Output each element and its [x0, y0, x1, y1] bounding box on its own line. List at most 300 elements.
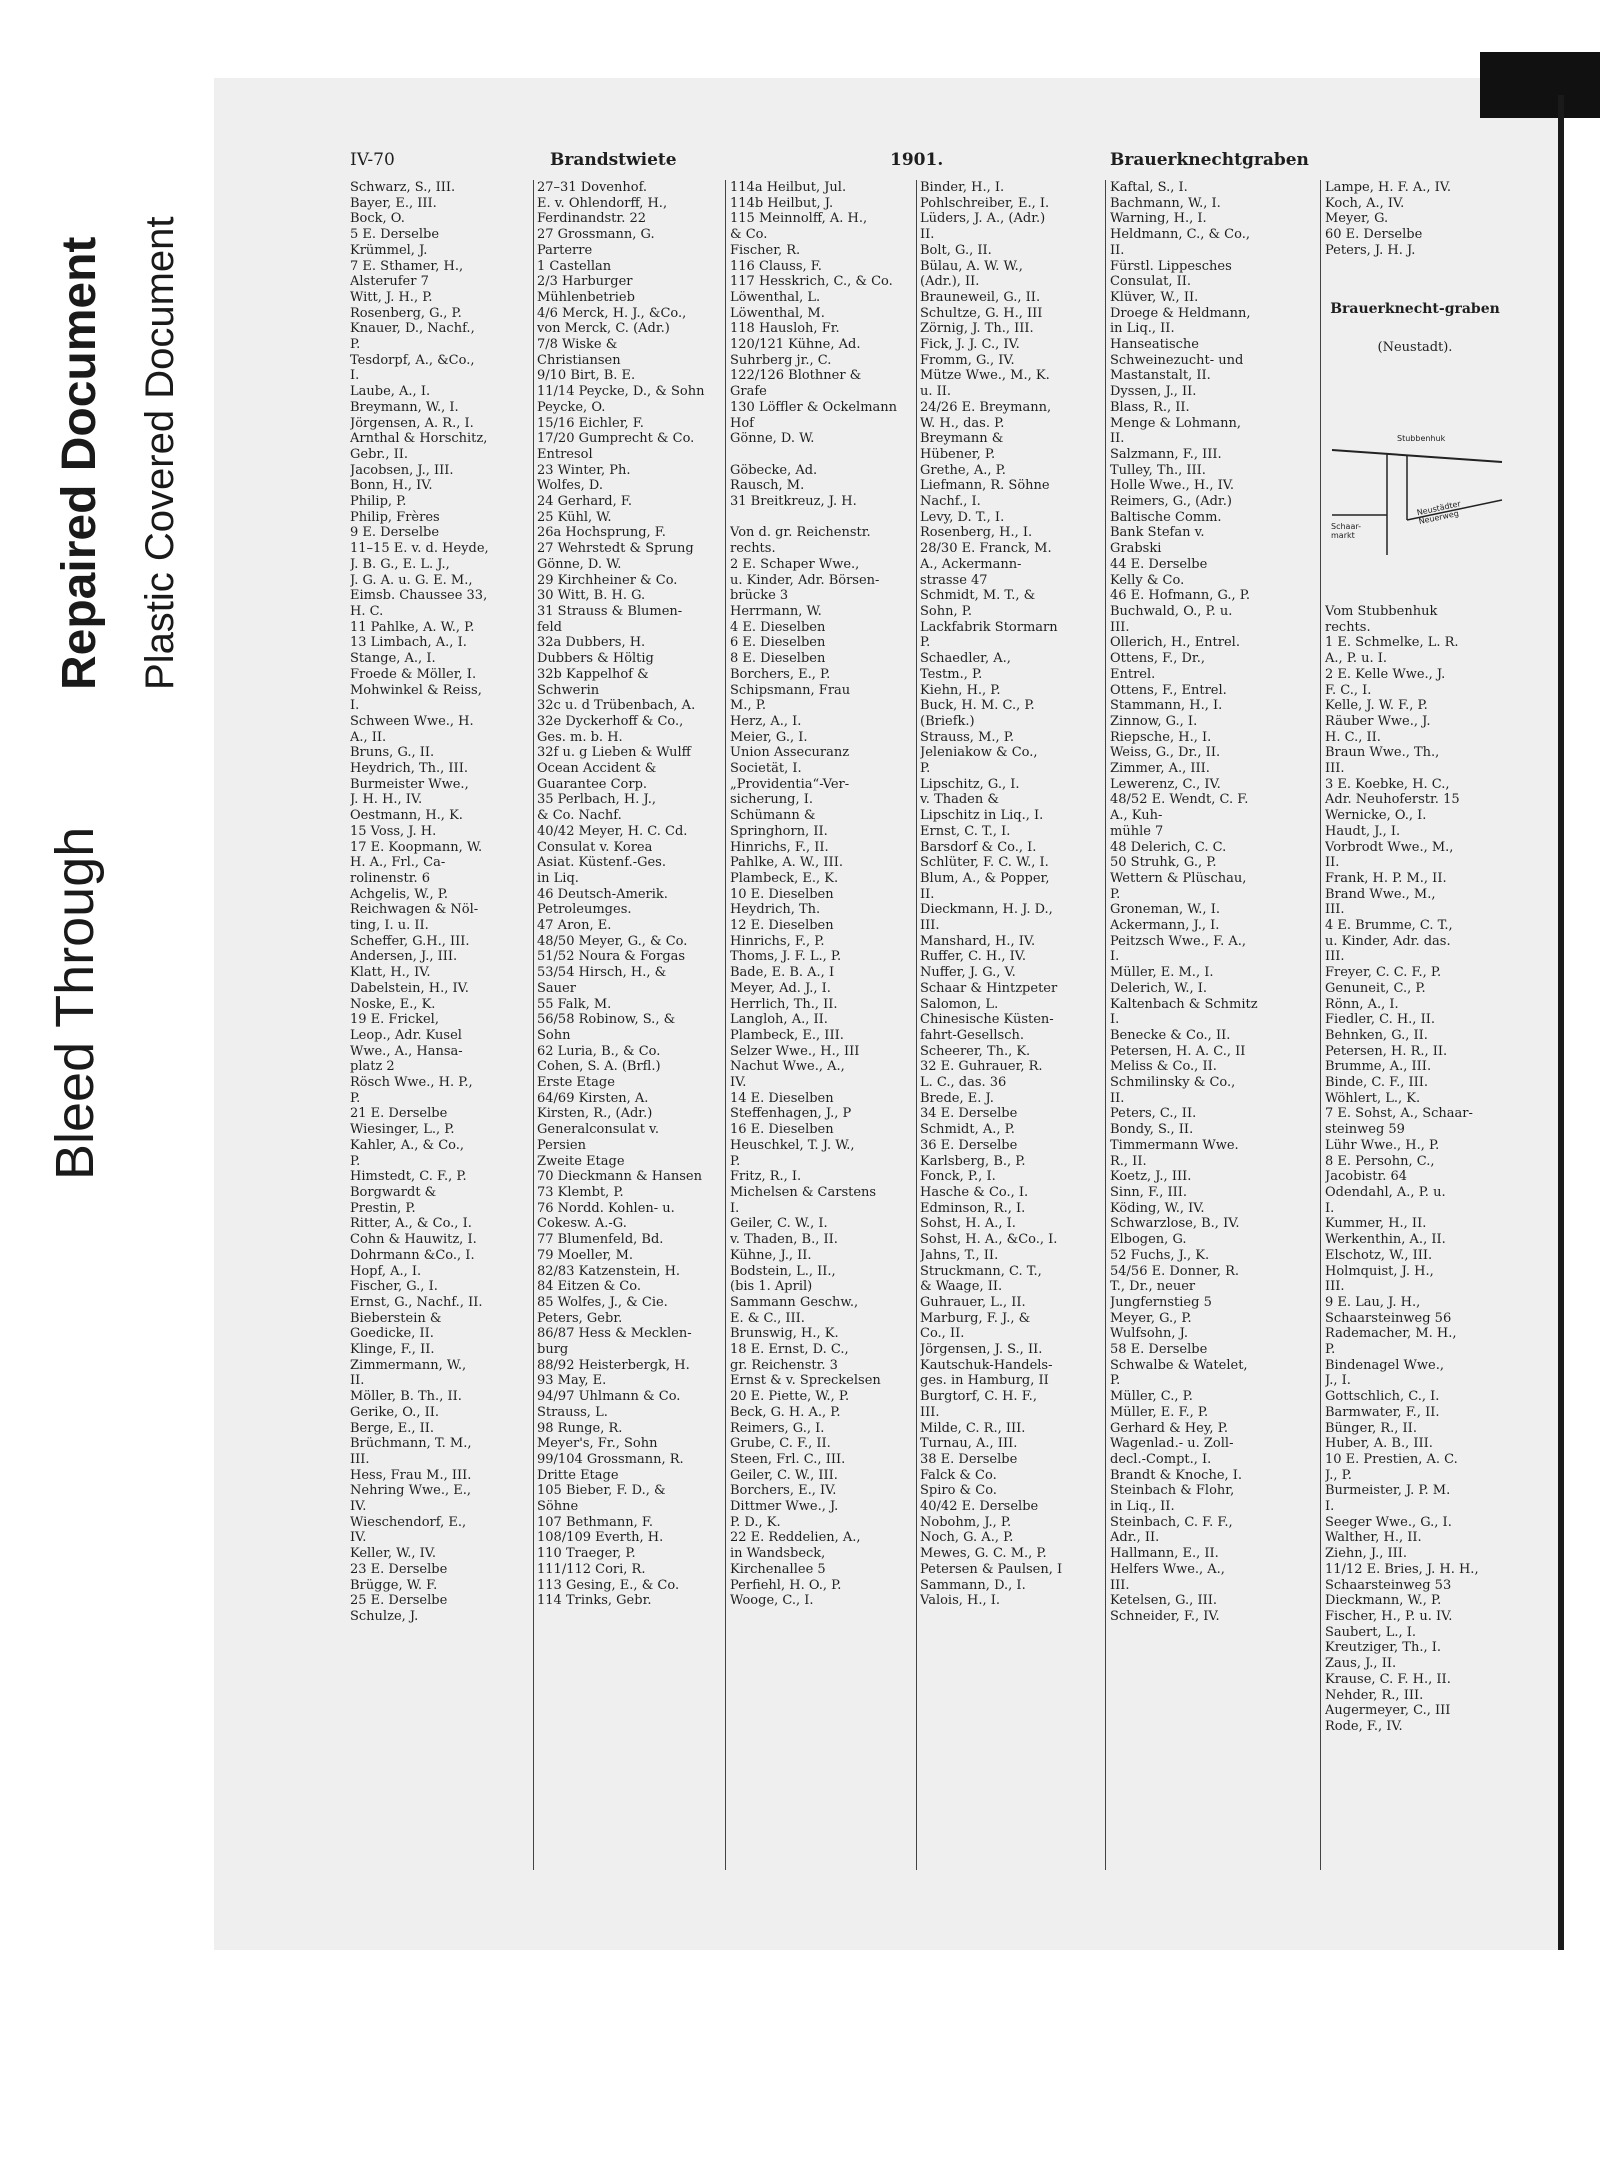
- directory-entry: Nehring Wwe., E.,: [350, 1483, 471, 1499]
- directory-entry: 15 Voss, J. H.: [350, 823, 437, 839]
- plastic-covered-label: Plastic Covered Document: [138, 216, 182, 690]
- directory-entry: Rausch, M.: [730, 478, 805, 494]
- column-rule: [725, 180, 726, 1870]
- directory-entry: 23 E. Derselbe: [350, 1561, 448, 1577]
- directory-entry: Jörgensen, J. S., II.: [920, 1342, 1043, 1358]
- directory-entry: Rosenberg, G., P.: [350, 305, 462, 321]
- directory-entry: Zimmer, A., III.: [1110, 761, 1210, 777]
- scan-edge-bar: [1480, 52, 1600, 118]
- directory-entry: 36 E. Derselbe: [920, 1137, 1018, 1153]
- directory-entry: Vom Stubbenhuk: [1325, 603, 1438, 619]
- directory-entry: 12 E. Dieselben: [730, 918, 834, 934]
- right-street-heading: Brauerknechtgraben: [1110, 150, 1309, 170]
- directory-entry: 13 Limbach, A., I.: [350, 635, 467, 651]
- directory-entry: Brandt & Knoche, I.: [1110, 1467, 1243, 1483]
- directory-entry: Herrlich, Th., II.: [730, 996, 838, 1012]
- directory-entry: Wulfsohn, J.: [1110, 1326, 1189, 1342]
- directory-entry: Beck, G. H. A., P.: [730, 1404, 841, 1420]
- directory-entry: Selzer Wwe., H., III: [730, 1043, 860, 1059]
- directory-entry: Cohen, S. A. (Brfl.): [537, 1059, 661, 1075]
- directory-entry: Noch, G. A., P.: [920, 1530, 1014, 1546]
- directory-entry: IV.: [350, 1530, 367, 1546]
- directory-entry: P.: [1110, 1373, 1121, 1389]
- directory-entry: Zinnow, G., I.: [1110, 713, 1198, 729]
- directory-entry: ting, I. u. II.: [350, 918, 429, 934]
- directory-entry: Alsterufer 7: [350, 274, 429, 290]
- directory-entry: Levy, D. T., I.: [920, 509, 1005, 525]
- directory-entry: A., II.: [350, 729, 387, 745]
- directory-entry: Lampe, H. F. A., IV.: [1325, 180, 1452, 195]
- directory-entry: Blum, A., & Popper,: [920, 870, 1050, 886]
- directory-entry: 84 Eitzen & Co.: [537, 1279, 641, 1295]
- directory-entry: Kelle, J. W. F., P.: [1325, 698, 1428, 714]
- directory-entry: [1325, 400, 1515, 416]
- directory-entry: Pahlke, A. W., III.: [730, 855, 843, 871]
- directory-entry: II.: [1325, 855, 1340, 871]
- directory-entry: Fromm, G., IV.: [920, 352, 1015, 368]
- directory-entry: 10 E. Prestien, A. C.: [1325, 1451, 1458, 1467]
- directory-entry: F. C., I.: [1325, 682, 1372, 698]
- directory-column-4: [920, 180, 1110, 1609]
- directory-entry: Lüders, J. A., (Adr.): [920, 211, 1046, 227]
- directory-entry: Plambeck, E., K.: [730, 870, 839, 886]
- directory-entry: Keller, W., IV.: [350, 1546, 436, 1562]
- directory-entry: Ziehn, J., III.: [1325, 1546, 1408, 1562]
- directory-entry: 1 Castellan: [537, 258, 612, 274]
- directory-entry: 50 Struhk, G., P.: [1110, 855, 1217, 871]
- directory-entry: Peycke, O.: [537, 399, 606, 415]
- directory-entry: v. Thaden, B., II.: [730, 1232, 838, 1248]
- directory-entry: Burmeister Wwe.,: [350, 776, 469, 792]
- directory-entry: rechts.: [1325, 619, 1371, 635]
- directory-entry: Christiansen: [537, 352, 621, 368]
- directory-entry: Dohrmann &Co., I.: [350, 1247, 475, 1263]
- directory-entry: 111/112 Cori, R.: [537, 1561, 646, 1577]
- directory-entry: Leop., Adr. Kusel: [350, 1027, 462, 1043]
- directory-entry: Goedicke, II.: [350, 1326, 434, 1342]
- directory-entry: Societät, I.: [730, 761, 802, 777]
- directory-entry: 11/14 Peycke, D., & Sohn: [537, 384, 705, 400]
- directory-entry: 114 Trinks, Gebr.: [537, 1593, 652, 1609]
- directory-entry: 32b Kappelhof &: [537, 666, 649, 682]
- directory-entry: Kelly & Co.: [1110, 572, 1185, 588]
- directory-entry: Behnken, G., II.: [1325, 1027, 1428, 1043]
- directory-entry: brücke 3: [730, 588, 789, 604]
- directory-entry: Grafe: [730, 384, 767, 400]
- directory-entry: P.: [920, 635, 931, 651]
- directory-entry: 86/87 Hess & Mecklen-: [537, 1326, 692, 1342]
- directory-entry: 52 Fuchs, J., K.: [1110, 1247, 1210, 1263]
- directory-entry: Räuber Wwe., J.: [1325, 713, 1431, 729]
- directory-entry: burg: [537, 1342, 569, 1358]
- directory-entry: Witt, J. H., P.: [350, 289, 433, 305]
- directory-entry: Turnau, A., III.: [920, 1436, 1018, 1452]
- directory-entry: Brede, E. J.: [920, 1090, 994, 1106]
- directory-entry: Plambeck, E., III.: [730, 1027, 844, 1043]
- directory-entry: III.: [920, 1404, 940, 1420]
- directory-entry: Borchers, E., IV.: [730, 1483, 837, 1499]
- directory-entry: Ackermann, J., I.: [1110, 918, 1220, 934]
- directory-entry: Seeger Wwe., G., I.: [1325, 1514, 1452, 1530]
- directory-entry: Ottens, F., Dr.,: [1110, 651, 1205, 667]
- directory-entry: Bade, E. B. A., I: [730, 965, 835, 981]
- directory-entry: Schweinezucht- und: [1110, 352, 1244, 368]
- directory-entry: (Briefk.): [920, 713, 975, 729]
- year-heading: 1901.: [890, 150, 944, 170]
- directory-entry: Schmidt, A., P.: [920, 1122, 1015, 1138]
- directory-entry: Steinbach & Flohr,: [1110, 1483, 1235, 1499]
- directory-entry: Kaltenbach & Schmitz: [1110, 996, 1258, 1012]
- directory-entry: 7/8 Wiske &: [537, 337, 618, 353]
- directory-entry: Weiss, G., Dr., II.: [1110, 745, 1221, 761]
- street-map: [1327, 430, 1507, 560]
- directory-entry: Jungfernstieg 5: [1110, 1294, 1212, 1310]
- directory-entry: Peitzsch Wwe., F. A.,: [1110, 933, 1247, 949]
- directory-entry: Kahler, A., & Co.,: [350, 1137, 465, 1153]
- directory-entry: 85 Wolfes, J., & Cie.: [537, 1294, 668, 1310]
- directory-entry: Burgtorf, C. H. F.,: [920, 1389, 1037, 1405]
- directory-entry: Guhrauer, L., II.: [920, 1294, 1026, 1310]
- directory-entry: Barmwater, F., II.: [1325, 1404, 1440, 1420]
- directory-entry: Von d. gr. Reichenstr.: [730, 525, 871, 541]
- directory-entry: E. v. Ohlendorff, H.,: [537, 195, 668, 211]
- directory-entry: Wwe., A., Hansa-: [350, 1043, 463, 1059]
- directory-entry: 9 E. Derselbe: [350, 525, 440, 541]
- directory-entry: Fritz, R., I.: [730, 1169, 802, 1185]
- directory-entry: Bodstein, L., II.,: [730, 1263, 836, 1279]
- directory-entry: Suhrberg jr., C.: [730, 352, 832, 368]
- directory-entry: Kirchenallee 5: [730, 1561, 826, 1577]
- directory-entry: Fiedler, C. H., II.: [1325, 1012, 1435, 1028]
- directory-entry: Peters, C., II.: [1110, 1106, 1197, 1122]
- directory-entry: P.: [920, 761, 931, 777]
- directory-entry: Elbogen, G.: [1110, 1232, 1187, 1248]
- directory-entry: Bruns, G., II.: [350, 745, 435, 761]
- directory-entry: 94/97 Uhlmann & Co.: [537, 1389, 681, 1405]
- directory-entry: v. Thaden &: [920, 792, 999, 808]
- directory-entry: 60 E. Derselbe: [1325, 227, 1423, 243]
- directory-entry: Warning, H., I.: [1110, 211, 1207, 227]
- directory-entry: Ernst, G., Nachf., II.: [350, 1294, 483, 1310]
- directory-entry: gr. Reichenstr. 3: [730, 1357, 838, 1373]
- repaired-document-label: Repaired Document: [53, 236, 106, 690]
- directory-entry: Hanseatische: [1110, 337, 1199, 353]
- directory-entry: [1325, 321, 1515, 337]
- directory-entry: Edminson, R., I.: [920, 1200, 1026, 1216]
- directory-entry: [1325, 353, 1515, 369]
- directory-entry: 40/42 E. Derselbe: [920, 1499, 1039, 1515]
- directory-entry: 7 E. Sthamer, H.,: [350, 258, 464, 274]
- directory-entry: 8 E. Persohn, C.,: [1325, 1153, 1435, 1169]
- directory-entry: 70 Dieckmann & Hansen: [537, 1169, 702, 1185]
- directory-entry: Strauss, L.: [537, 1404, 608, 1420]
- directory-entry: 82/83 Katzenstein, H.: [537, 1263, 681, 1279]
- directory-entry: Timmermann Wwe.: [1110, 1137, 1239, 1153]
- map-label-schaarmarkt: Schaar-markt: [1331, 522, 1362, 540]
- directory-entry: (bis 1. April): [730, 1279, 813, 1295]
- directory-entry: I.: [1110, 949, 1120, 965]
- directory-entry: I.: [350, 368, 360, 384]
- directory-entry: Schwarz, S., III.: [350, 180, 456, 195]
- directory-entry: Laube, A., I.: [350, 384, 431, 400]
- directory-entry: Buck, H. M. C., P.: [920, 698, 1035, 714]
- directory-entry: Fick, J. J. C., IV.: [920, 337, 1020, 353]
- directory-entry: 22 E. Reddelien, A.,: [730, 1530, 861, 1546]
- column-rule: [1320, 180, 1321, 1870]
- directory-entry: 73 Klembt, P.: [537, 1185, 624, 1200]
- directory-entry: Odendahl, A., P. u.: [1325, 1185, 1446, 1200]
- directory-entry: & Waage, II.: [920, 1279, 1003, 1295]
- directory-entry: Kirsten, R., (Adr.): [537, 1106, 653, 1122]
- directory-entry: Bindenagel Wwe.,: [1325, 1357, 1444, 1373]
- directory-entry: 15/16 Eichler, F.: [537, 415, 644, 431]
- directory-entry: Klatt, H., IV.: [350, 965, 431, 981]
- directory-entry: 29 Kirchheiner & Co.: [537, 572, 678, 588]
- directory-entry: & Co.: [730, 227, 768, 243]
- directory-entry: [1325, 368, 1515, 384]
- directory-entry: 76 Nordd. Kohlen- u.: [537, 1200, 675, 1216]
- directory-entry: Petersen, H. A. C., II: [1110, 1043, 1246, 1059]
- directory-entry: 48 Delerich, C. C.: [1110, 839, 1227, 855]
- directory-entry: Schipsmann, Frau: [730, 682, 851, 698]
- directory-entry: M., P.: [730, 698, 766, 714]
- directory-entry: J., P.: [1325, 1467, 1352, 1483]
- directory-entry: „Providentia“-Ver-: [730, 776, 850, 792]
- directory-entry: Ernst & v. Spreckelsen: [730, 1373, 881, 1389]
- directory-entry: Dieckmann, W., P.: [1325, 1593, 1442, 1609]
- directory-entry: Reimers, G., (Adr.): [1110, 494, 1232, 510]
- directory-entry: Meyer, G., P.: [1110, 1310, 1192, 1326]
- directory-entry: 110 Traeger, P.: [537, 1546, 636, 1562]
- directory-entry: 32f u. g Lieben & Wulff: [537, 745, 691, 761]
- directory-entry: 16 E. Dieselben: [730, 1122, 834, 1138]
- directory-entry: Petersen, H. R., II.: [1325, 1043, 1448, 1059]
- directory-entry: III.: [1110, 619, 1130, 635]
- directory-entry: Kiehn, H., P.: [920, 682, 1001, 698]
- directory-entry: 116 Clauss, F.: [730, 258, 822, 274]
- directory-entry: fahrt-Gesellsch.: [920, 1027, 1024, 1043]
- directory-entry: Andersen, J., III.: [350, 949, 458, 965]
- directory-entry: Mewes, G. C. M., P.: [920, 1546, 1047, 1562]
- directory-column-6: [1325, 180, 1515, 1735]
- directory-entry: 46 E. Hofmann, G., P.: [1110, 588, 1251, 604]
- directory-entry: Möller, B. Th., II.: [350, 1389, 462, 1405]
- map-label-stubbenhuk: Stubbenhuk: [1397, 434, 1446, 443]
- directory-entry: Peters, Gebr.: [537, 1310, 623, 1326]
- directory-entry: Augermeyer, C., III: [1325, 1703, 1451, 1719]
- directory-entry: 122/126 Blothner &: [730, 368, 862, 384]
- directory-entry: Spiro & Co.: [920, 1483, 997, 1499]
- directory-entry: 6 E. Dieselben: [730, 635, 826, 651]
- directory-entry: Geiler, C. W., III.: [730, 1467, 838, 1483]
- directory-entry: Hinrichs, F., II.: [730, 839, 829, 855]
- directory-entry: Borgwardt &: [350, 1185, 437, 1200]
- column-rule: [1105, 180, 1106, 1870]
- directory-entry: Schulze, J.: [350, 1608, 419, 1624]
- directory-entry: decl.-Compt., I.: [1110, 1451, 1212, 1467]
- directory-entry: 98 Runge, R.: [537, 1420, 623, 1436]
- directory-entry: Lackfabrik Stormarn: [920, 619, 1058, 635]
- directory-entry: 118 Hausloh, Fr.: [730, 321, 840, 337]
- directory-entry: Lipschitz, G., I.: [920, 776, 1020, 792]
- directory-entry: 35 Perlbach, H. J.,: [537, 792, 656, 808]
- directory-entry: Dritte Etage: [537, 1467, 619, 1483]
- directory-entry: 130 Löffler & Ockelmann: [730, 399, 898, 415]
- directory-entry: Sammann Geschw.,: [730, 1294, 859, 1310]
- directory-entry: Oestmann, H., K.: [350, 808, 463, 824]
- directory-entry: Bank Stefan v.: [1110, 525, 1205, 541]
- directory-entry: Lewerenz, C., IV.: [1110, 776, 1221, 792]
- directory-entry: Dyssen, J., II.: [1110, 384, 1197, 400]
- directory-entry: Delerich, W., I.: [1110, 980, 1208, 996]
- directory-entry: [1325, 416, 1515, 432]
- directory-entry: Gebr., II.: [350, 446, 408, 462]
- directory-entry: Menge & Lohmann,: [1110, 415, 1242, 431]
- directory-entry: Freyer, C. C. F., P.: [1325, 965, 1442, 981]
- directory-entry: Vorbrodt Wwe., M.,: [1325, 839, 1454, 855]
- directory-entry: Heldmann, C., & Co.,: [1110, 227, 1250, 243]
- directory-entry: Generalconsulat v.: [537, 1122, 659, 1138]
- directory-entry: Geiler, C. W., I.: [730, 1216, 828, 1232]
- directory-entry: 7 E. Sohst, A., Schaar-: [1325, 1106, 1473, 1122]
- directory-entry: 115 Meinnolff, A. H.,: [730, 211, 868, 227]
- directory-entry: Meyer's, Fr., Sohn: [537, 1436, 658, 1452]
- directory-entry: Bieberstein &: [350, 1310, 442, 1326]
- directory-entry: A., Kuh-: [1110, 808, 1163, 824]
- directory-entry: 120/121 Kühne, Ad.: [730, 337, 861, 353]
- directory-entry: Adr., II.: [1110, 1530, 1160, 1546]
- directory-entry: II.: [920, 886, 935, 902]
- directory-entry: Schaar & Hintzpeter: [920, 980, 1058, 996]
- directory-entry: III.: [350, 1451, 370, 1467]
- directory-entry: Himstedt, C. F., P.: [350, 1169, 467, 1185]
- directory-entry: Wettern & Plüschau,: [1110, 870, 1247, 886]
- directory-entry: Froede & Möller, I.: [350, 666, 477, 682]
- directory-entry: sicherung, I.: [730, 792, 813, 808]
- directory-entry: Wernicke, O., I.: [1325, 808, 1427, 824]
- directory-entry: Chinesische Küsten-: [920, 1012, 1054, 1028]
- directory-entry: Brumme, A., III.: [1325, 1059, 1432, 1075]
- directory-entry: Huber, A. B., III.: [1325, 1436, 1433, 1452]
- directory-entry: Köding, W., IV.: [1110, 1200, 1205, 1216]
- directory-entry: 79 Moeller, M.: [537, 1247, 634, 1263]
- directory-entry: Lühr Wwe., H., P.: [1325, 1137, 1440, 1153]
- directory-entry: Brüchmann, T. M.,: [350, 1436, 472, 1452]
- directory-entry: [1325, 573, 1515, 589]
- directory-entry: Frank, H. P. M., II.: [1325, 870, 1447, 886]
- directory-entry: Schneider, F., IV.: [1110, 1608, 1220, 1624]
- directory-entry: 11 Pahlke, A. W., P.: [350, 619, 475, 635]
- directory-entry: 38 E. Derselbe: [920, 1451, 1018, 1467]
- directory-entry: Bonn, H., IV.: [350, 478, 433, 494]
- directory-entry: Hess, Frau M., III.: [350, 1467, 472, 1483]
- directory-entry: 48/50 Meyer, G., & Co.: [537, 933, 688, 949]
- directory-entry: 47 Aron, E.: [537, 918, 612, 934]
- directory-entry: P.: [350, 337, 361, 353]
- directory-entry: Holle Wwe., H., IV.: [1110, 478, 1235, 494]
- directory-entry: Jahns, T., II.: [920, 1247, 999, 1263]
- directory-entry: Kaftal, S., I.: [1110, 180, 1188, 195]
- directory-entry: II.: [1110, 1090, 1125, 1106]
- directory-entry: Binde, C. F., III.: [1325, 1075, 1429, 1091]
- directory-entry: Langloh, A., II.: [730, 1012, 828, 1028]
- directory-entry: Kühne, J., II.: [730, 1247, 812, 1263]
- page-header: [350, 150, 1350, 176]
- directory-entry: Nuffer, J. G., V.: [920, 965, 1016, 981]
- directory-entry: 54/56 E. Donner, R.: [1110, 1263, 1240, 1279]
- directory-entry: 4 E. Dieselben: [730, 619, 826, 635]
- directory-entry: Cokesw. A.-G.: [537, 1216, 627, 1232]
- directory-entry: Ges. m. b. H.: [537, 729, 623, 745]
- directory-entry: 11/12 E. Bries, J. H. H.,: [1325, 1561, 1479, 1577]
- directory-entry: Walther, H., II.: [1325, 1530, 1422, 1546]
- directory-entry: Schwarzlose, B., IV.: [1110, 1216, 1240, 1232]
- directory-entry: III.: [920, 918, 940, 934]
- directory-entry: Riepsche, H., I.: [1110, 729, 1212, 745]
- map-title: Brauerknecht-graben: [1330, 301, 1500, 317]
- directory-entry: Cohn & Hauwitz, I.: [350, 1232, 477, 1248]
- directory-entry: Rönn, A., I.: [1325, 996, 1399, 1012]
- directory-entry: 4 E. Brumme, C. T.,: [1325, 918, 1453, 934]
- directory-entry: Werkenthin, A., II.: [1325, 1232, 1446, 1248]
- left-street-heading: Brandstwiete: [550, 150, 677, 170]
- directory-entry: H. C., II.: [1325, 729, 1381, 745]
- directory-entry: Löwenthal, L.: [730, 289, 821, 305]
- directory-entry: Braun Wwe., Th.,: [1325, 745, 1440, 761]
- directory-entry: Grethe, A., P.: [920, 462, 1006, 478]
- directory-entry: I.: [1325, 1200, 1335, 1216]
- directory-entry: Herz, A., I.: [730, 713, 802, 729]
- directory-entry: [1325, 588, 1515, 604]
- directory-entry: Scheerer, Th., K.: [920, 1043, 1031, 1059]
- directory-entry: L. C., das. 36: [920, 1075, 1007, 1091]
- directory-entry: Kautschuk-Handels-: [920, 1357, 1053, 1373]
- directory-entry: Schümann &: [730, 808, 816, 824]
- directory-entry: Philip, P.: [350, 494, 407, 510]
- directory-entry: 17/20 Gumprecht & Co.: [537, 431, 695, 447]
- directory-entry: 105 Bieber, F. D., &: [537, 1483, 666, 1499]
- directory-entry: in Liq.: [537, 870, 579, 886]
- directory-entry: 31 Strauss & Blumen-: [537, 603, 683, 619]
- directory-entry: Milde, C. R., III.: [920, 1420, 1026, 1436]
- directory-entry: 26a Hochsprung, F.: [537, 525, 666, 541]
- directory-entry: Knauer, D., Nachf.,: [350, 321, 475, 337]
- directory-entry: Nobohm, J., P.: [920, 1514, 1012, 1530]
- directory-entry: Binder, H., I.: [920, 180, 1005, 195]
- directory-entry: Schwalbe & Watelet,: [1110, 1357, 1248, 1373]
- directory-entry: & Co. Nachf.: [537, 808, 622, 824]
- directory-entry: Wiesinger, L., P.: [350, 1122, 455, 1138]
- directory-entry: Heydrich, Th.: [730, 902, 821, 918]
- directory-entry: Jeleniakow & Co.,: [920, 745, 1038, 761]
- directory-entry: u. Kinder, Adr. Börsen-: [730, 572, 880, 588]
- directory-entry: Zweite Etage: [537, 1153, 625, 1169]
- directory-entry: Arnthal & Horschitz,: [350, 431, 488, 447]
- directory-entry: II.: [1110, 242, 1125, 258]
- map-label-neustaedter: Neustädter Neuerweg: [1416, 499, 1462, 527]
- directory-entry: III.: [1110, 1577, 1130, 1593]
- directory-entry: Rosenberg, H., I.: [920, 525, 1033, 541]
- directory-entry: Sohn: [537, 1027, 571, 1043]
- directory-entry: Blass, R., II.: [1110, 399, 1190, 415]
- directory-entry: 25 Kühl, W.: [537, 509, 612, 525]
- directory-entry: 27 Wehrstedt & Sprung: [537, 541, 694, 557]
- directory-entry: P.: [730, 1153, 741, 1169]
- directory-entry: 62 Luria, B., & Co.: [537, 1043, 661, 1059]
- directory-entry: 48/52 E. Wendt, C. F.: [1110, 792, 1249, 808]
- directory-entry: 32a Dubbers, H.: [537, 635, 646, 651]
- directory-entry: Ollerich, H., Entrel.: [1110, 635, 1240, 651]
